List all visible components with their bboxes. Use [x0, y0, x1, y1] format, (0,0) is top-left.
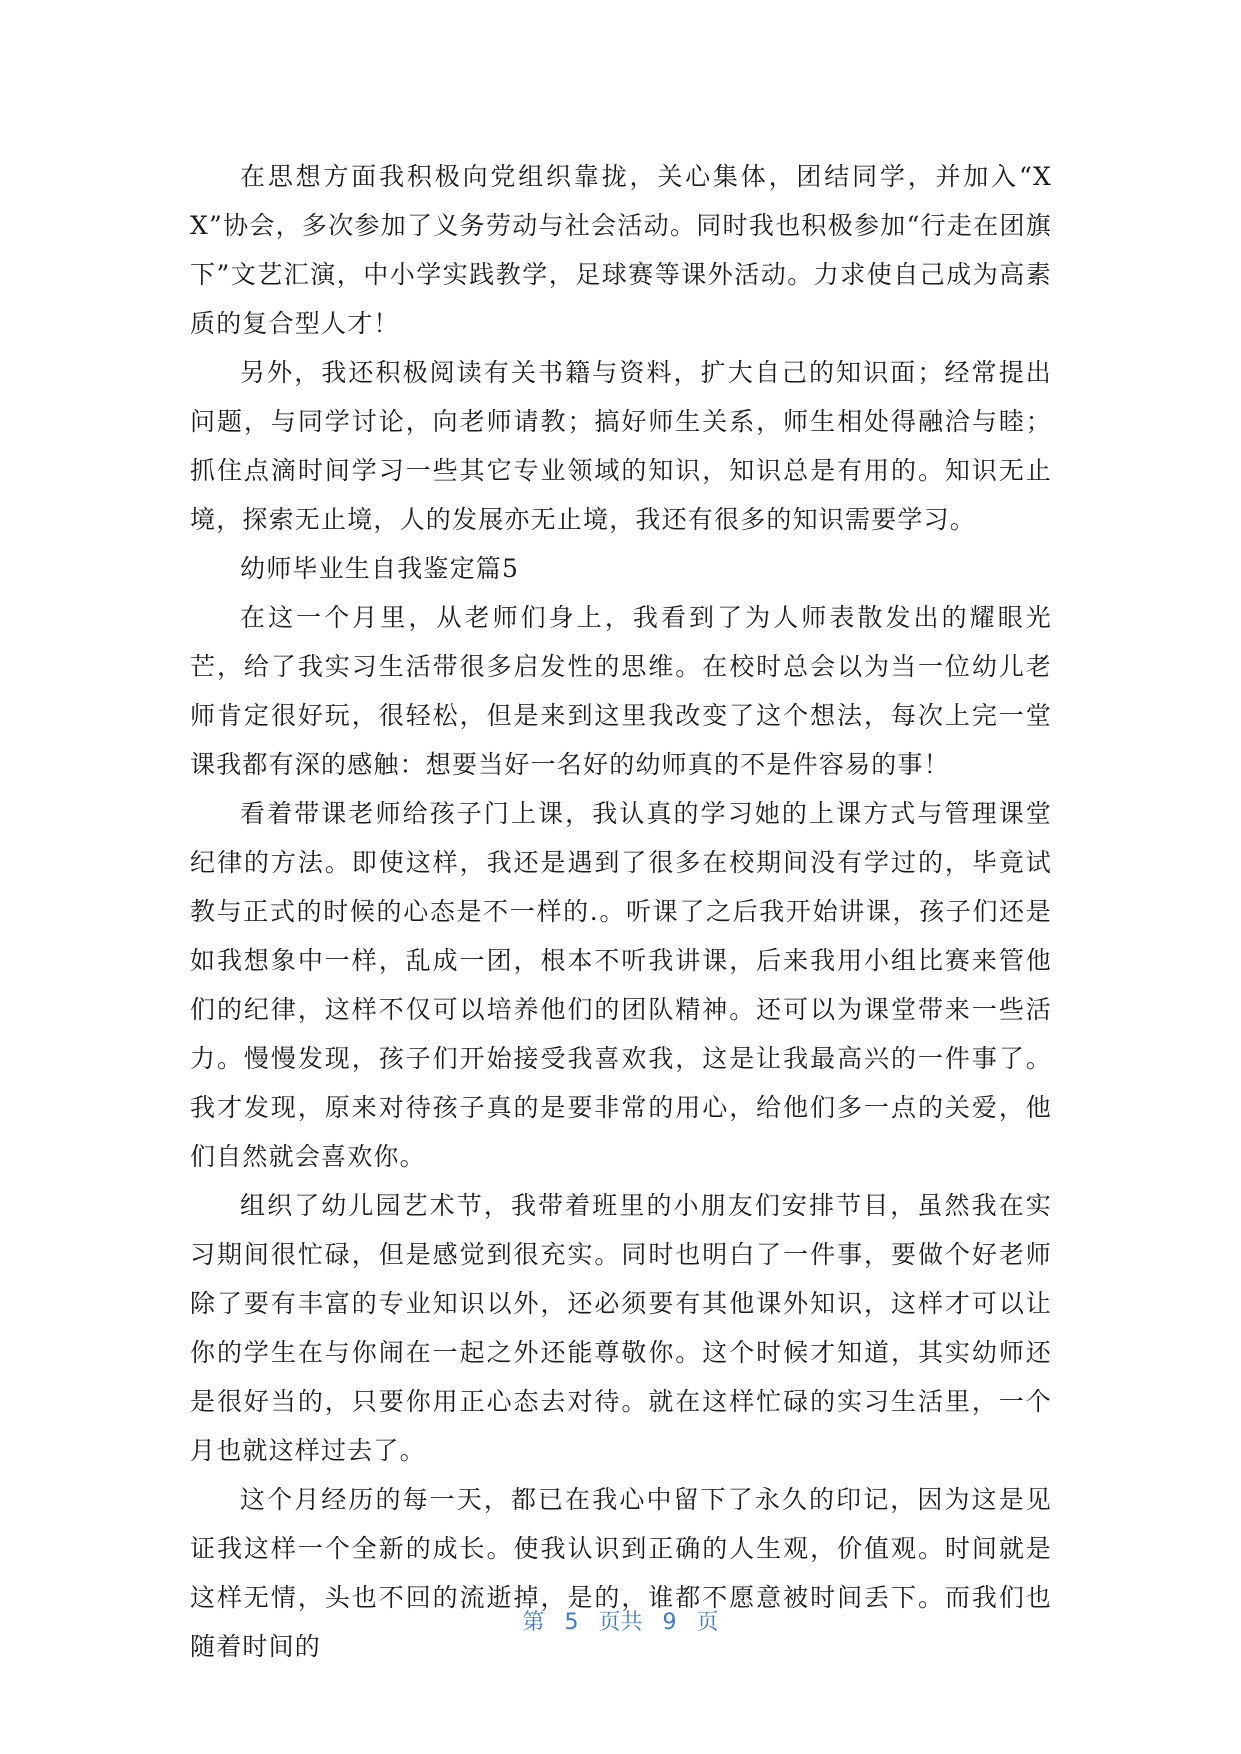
- paragraph: 看着带课老师给孩子门上课，我认真的学习她的上课方式与管理课堂纪律的方法。即使这样，我还是遇到了很多在校期间没有学过的，毕竟试教与正式的时候的心态是不一样的.。听课了之后我开始讲课，孩子们还是如我想象中一样，乱成一团，根本不听我讲课，后来我用小组比赛来管他们的纪律，这样不仅可以培养他们的团队精神。还可以为课堂带来一些活力。慢慢发现，孩子们开始接受我喜欢我，这是让我最高兴的一件事了。我才发现，原来对待孩子真的是要非常的用心，给他们多一点的关爱，他们自然就会喜欢你。: [190, 799, 1052, 1171]
- paragraph: 在这一个月里，从老师们身上，我看到了为人师表散发出的耀眼光芒，给了我实习生活带很多启发性的思维。在校时总会以为当一位幼儿老师肯定很好玩，很轻松，但是来到这里我改变了这个想法，每次上完一堂课我都有深的感触：想要当好一名好的幼师真的不是件容易的事！: [190, 603, 1052, 779]
- section-heading: 幼师毕业生自我鉴定篇5: [240, 554, 520, 583]
- paragraph: 这个月经历的每一天，都已在我心中留下了永久的印记，因为这是见证我这样一个全新的成长。使我认识到正确的人生观，价值观。时间就是这样无情，头也不回的流逝掉，是的，谁都不愿意被时间丢下。而我们也随着时间的: [190, 1485, 1052, 1661]
- footer-current-page: 5: [564, 1610, 579, 1635]
- page-footer: [0, 1608, 1241, 1638]
- body-text: [190, 152, 1052, 1671]
- footer-suffix: 页: [696, 1610, 719, 1635]
- paragraph: 组织了幼儿园艺术节，我带着班里的小朋友们安排节目，虽然我在实习期间很忙碌，但是感觉到很充实。同时也明白了一件事，要做个好老师除了要有丰富的专业知识以外，还必须要有其他课外知识，这样才可以让你的学生在与你闹在一起之外还能尊敬你。这个时候才知道，其实幼师还是很好当的，只要你用正心态去对待。就在这样忙碌的实习生活里，一个月也就这样过去了。: [190, 1191, 1052, 1465]
- footer-total-pages: 9: [662, 1610, 677, 1635]
- footer-middle: 页共: [598, 1610, 643, 1635]
- paragraph: 另外，我还积极阅读有关书籍与资料，扩大自己的知识面；经常提出问题，与同学讨论，向老师请教；搞好师生关系，师生相处得融洽与睦；抓住点滴时间学习一些其它专业领域的知识，知识总是有用的。知识无止境，探索无止境，人的发展亦无止境，我还有很多的知识需要学习。: [190, 358, 1052, 534]
- paragraph: 在思想方面我积极向党组织靠拢，关心集体，团结同学，并加入“XX”协会，多次参加了义务劳动与社会活动。同时我也积极参加“行走在团旗下”文艺汇演，中小学实践教学，足球赛等课外活动。力求使自己成为高素质的复合型人才！: [190, 162, 1052, 338]
- footer-prefix: 第: [522, 1610, 545, 1635]
